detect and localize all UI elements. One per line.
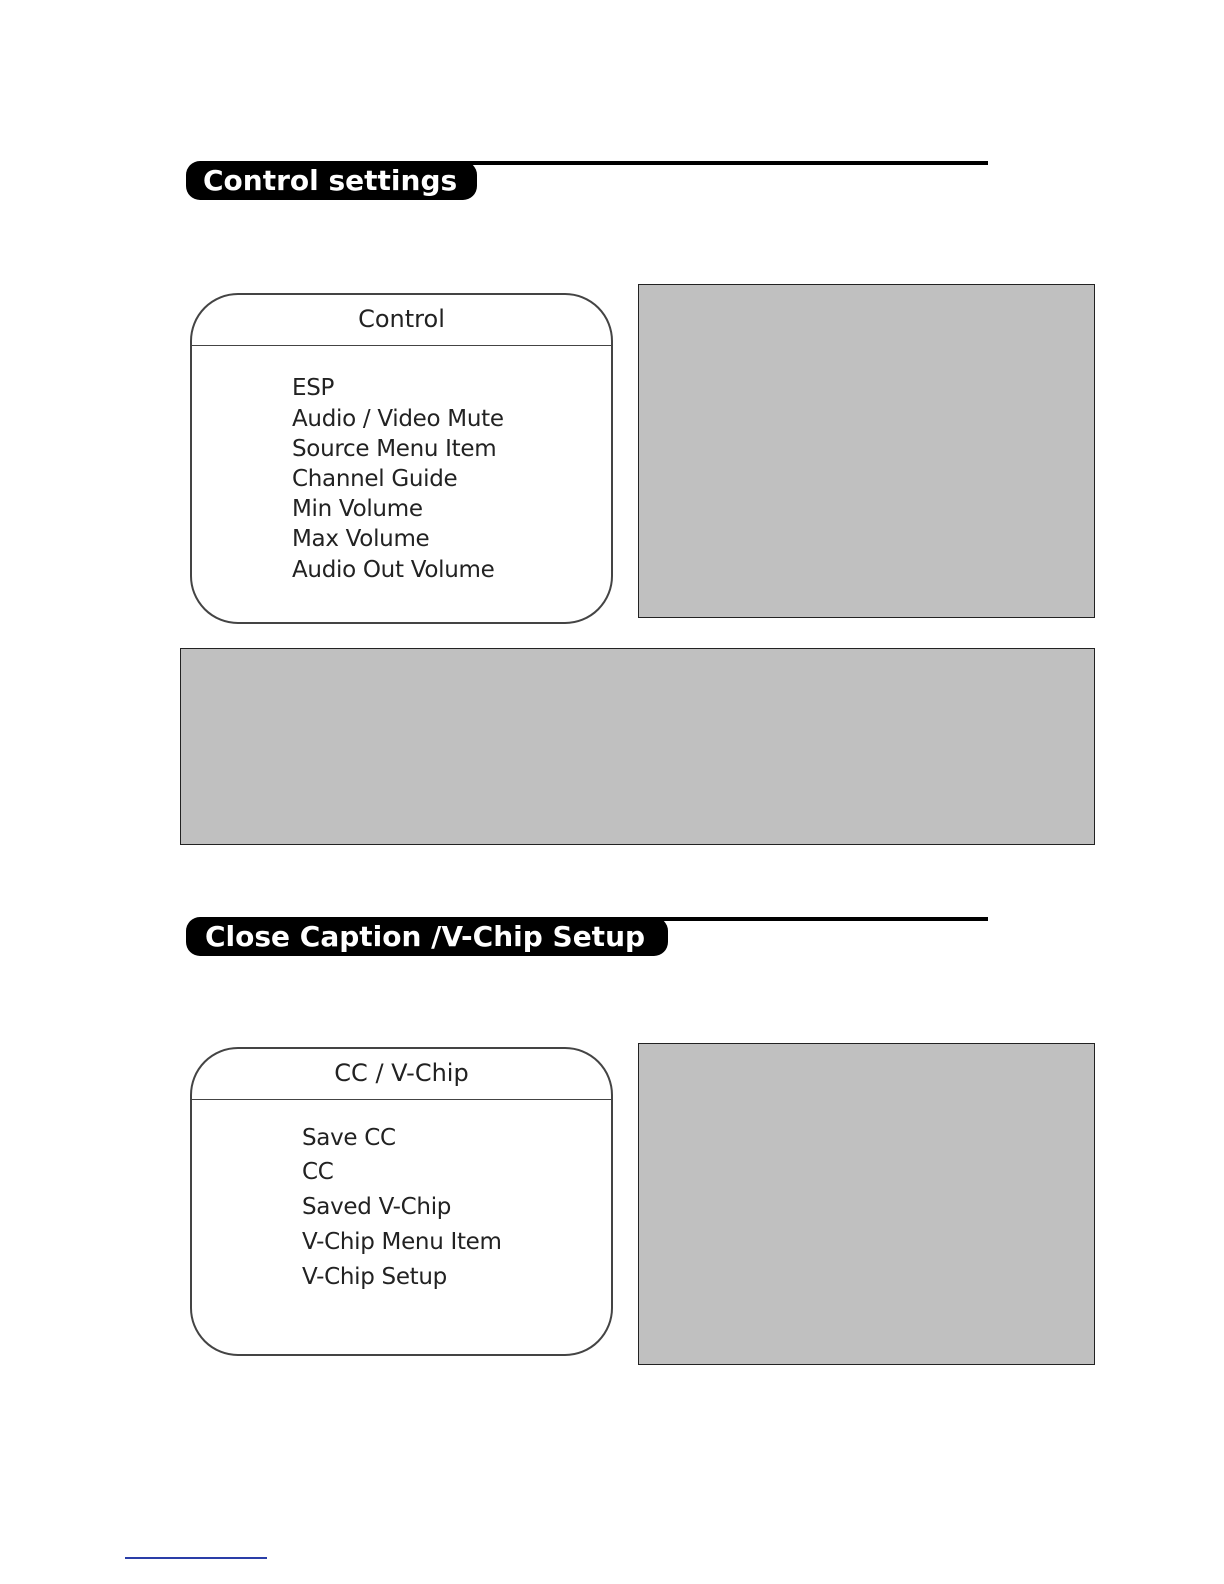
- section-title: Close Caption /V-Chip Setup: [186, 917, 668, 956]
- menu-item[interactable]: Min Volume: [292, 496, 423, 522]
- menu-title: CC / V-Chip: [192, 1049, 611, 1100]
- menu-item[interactable]: Saved V-Chip: [302, 1194, 452, 1220]
- menu-item[interactable]: Max Volume: [292, 526, 430, 552]
- menu-item[interactable]: CC: [302, 1159, 334, 1185]
- cc-vchip-menu-box: [190, 1047, 613, 1356]
- menu-list: [292, 373, 504, 585]
- menu-title: Control: [192, 295, 611, 346]
- menu-item[interactable]: V-Chip Setup: [302, 1264, 447, 1290]
- menu-item[interactable]: ESP: [292, 375, 335, 401]
- footer-rule: [125, 1557, 267, 1559]
- description-panel-wide: [180, 648, 1095, 845]
- section-divider-rule: [650, 917, 988, 921]
- menu-item[interactable]: Audio / Video Mute: [292, 406, 504, 432]
- menu-item[interactable]: Channel Guide: [292, 466, 458, 492]
- description-panel: [638, 284, 1095, 618]
- section-title: Control settings: [186, 161, 477, 200]
- menu-item[interactable]: V-Chip Menu Item: [302, 1229, 502, 1255]
- menu-item[interactable]: Save CC: [302, 1125, 396, 1151]
- menu-item[interactable]: Source Menu Item: [292, 436, 497, 462]
- menu-item[interactable]: Audio Out Volume: [292, 557, 495, 583]
- description-panel: [638, 1043, 1095, 1365]
- section-divider-rule: [460, 161, 988, 165]
- control-menu-box: [190, 293, 613, 624]
- menu-list: [302, 1122, 502, 1295]
